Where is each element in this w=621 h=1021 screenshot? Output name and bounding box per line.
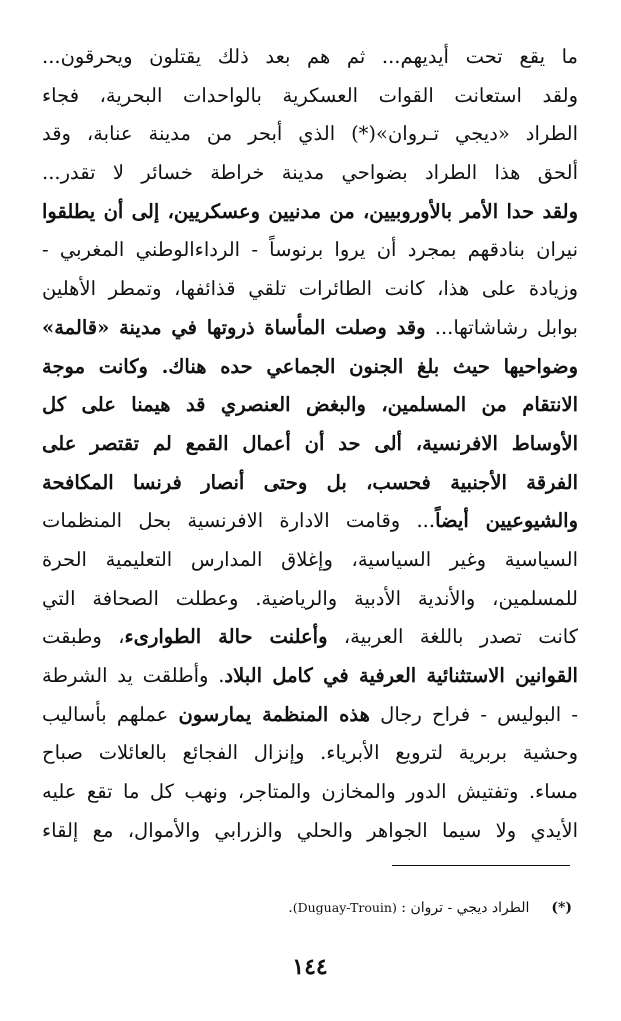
footnote — [200, 896, 572, 920]
text-line — [42, 231, 578, 270]
text-line — [42, 541, 578, 580]
text-run: وزيادة على هذا، كانت الطائرات تلقي قذائفها، وتمطر الأهلين — [42, 277, 578, 301]
text-run: عملهم بأساليب — [42, 702, 179, 726]
text-run: الطراد «ديجي تـروان»(*) الذي أبحر من مدينة عنابة، وقد — [42, 122, 578, 146]
bold-text-run: هذه المنظمة يمارسون — [178, 702, 370, 726]
bold-text-run: الانتقام من المسلمين، والبغض العنصري قد هيمنا على كل — [42, 393, 578, 417]
text-run: ، وطبقت — [42, 625, 125, 649]
text-line — [42, 386, 578, 425]
footnote-marker: (*) — [551, 900, 572, 916]
footnote-end: . — [288, 900, 293, 916]
text-run: ولقد استعانت القوات العسكرية بالواحدات البحرية، فجاء — [42, 83, 578, 107]
text-run: بوابل رشاشاتها... — [425, 315, 578, 339]
text-line — [42, 696, 578, 735]
text-line — [42, 580, 578, 619]
text-run: ... وقامت الادارة الافرنسية بحل المنظمات — [42, 509, 436, 533]
footnote-latin-name: (Duguay-Trouin) — [292, 900, 397, 915]
text-line — [42, 309, 578, 348]
text-line — [42, 734, 578, 773]
text-line — [42, 618, 578, 657]
bold-text-run: والشيوعيين أيضاً — [435, 509, 578, 533]
bold-text-run: وضواحيها حيث بلغ الجنون الجماعي حده هناك. وكانت موجة — [42, 354, 578, 378]
text-run: الأيدي ولا سيما الجواهر والحلي والزرابي والأموال، مع إلقاء — [42, 818, 578, 842]
text-line — [42, 348, 578, 387]
body-text — [42, 38, 578, 850]
text-line — [42, 502, 578, 541]
bold-text-run: القوانين الاستثنائية العرفية في كامل البلاد — [224, 664, 578, 687]
text-line — [42, 773, 578, 812]
bold-text-run: ولقد حدا الأمر بالأوروبيين، من مدنيين وعسكريين، إلى أن يطلقوا — [42, 199, 578, 223]
text-run: . وأطلقت يد الشرطة — [42, 664, 225, 687]
bold-text-run: الفرقة الأجنبية فحسب، بل وحتى أنصار فرنسا المكافحة — [42, 470, 578, 494]
text-run: كانت تصدر باللغة العربية، — [327, 625, 578, 649]
text-line — [42, 464, 578, 503]
text-run: - البوليس - فراح رجال — [369, 702, 578, 726]
text-line — [42, 812, 578, 851]
footnote-text: الطراد ديجي - تروان : — [396, 900, 530, 916]
text-line — [42, 193, 578, 232]
text-line — [42, 154, 578, 193]
footnote-separator — [392, 865, 570, 866]
text-line — [42, 77, 578, 116]
text-line — [42, 115, 578, 154]
text-line — [42, 657, 578, 696]
text-run: ألحق هذا الطراد بضواحي مدينة خراطة خسائر لا تقدر... — [42, 161, 578, 185]
text-run: للمسلمين، والأندية الأدبية والرياضية. وعطلت الصحافة التي — [42, 586, 578, 610]
text-run: وحشية بربرية لترويع الأبرياء. وإنزال الفجائع بالعائلات صباح — [42, 741, 578, 765]
bold-text-run: الأوساط الافرنسية، ألى حد أن أعمال القمع لم تقتصر على — [42, 431, 578, 455]
text-run: السياسية وغير السياسية، وإغلاق المدارس التعليمية الحرة — [42, 547, 578, 571]
page-number: ١٤٤ — [292, 954, 328, 980]
bold-text-run: وقد وصلت المأساة ذروتها في مدينة «قالمة» — [42, 315, 426, 339]
text-line — [42, 270, 578, 309]
text-run: ما يقع تحت أيديهم... ثم هم بعد ذلك يقتلون ويحرقون... — [42, 45, 578, 68]
text-line — [42, 425, 578, 464]
text-line — [42, 38, 578, 77]
bold-text-run: وأعلنت حالة الطوارىء — [124, 625, 328, 649]
text-run: نيران بنادقهم بمجرد أن يروا برنوساً - الرداءالوطني المغربي - — [42, 238, 578, 262]
text-run: مساء. وتفتيش الدور والمخازن والمتاجر، ونهب كل ما تقع عليه — [42, 780, 578, 804]
